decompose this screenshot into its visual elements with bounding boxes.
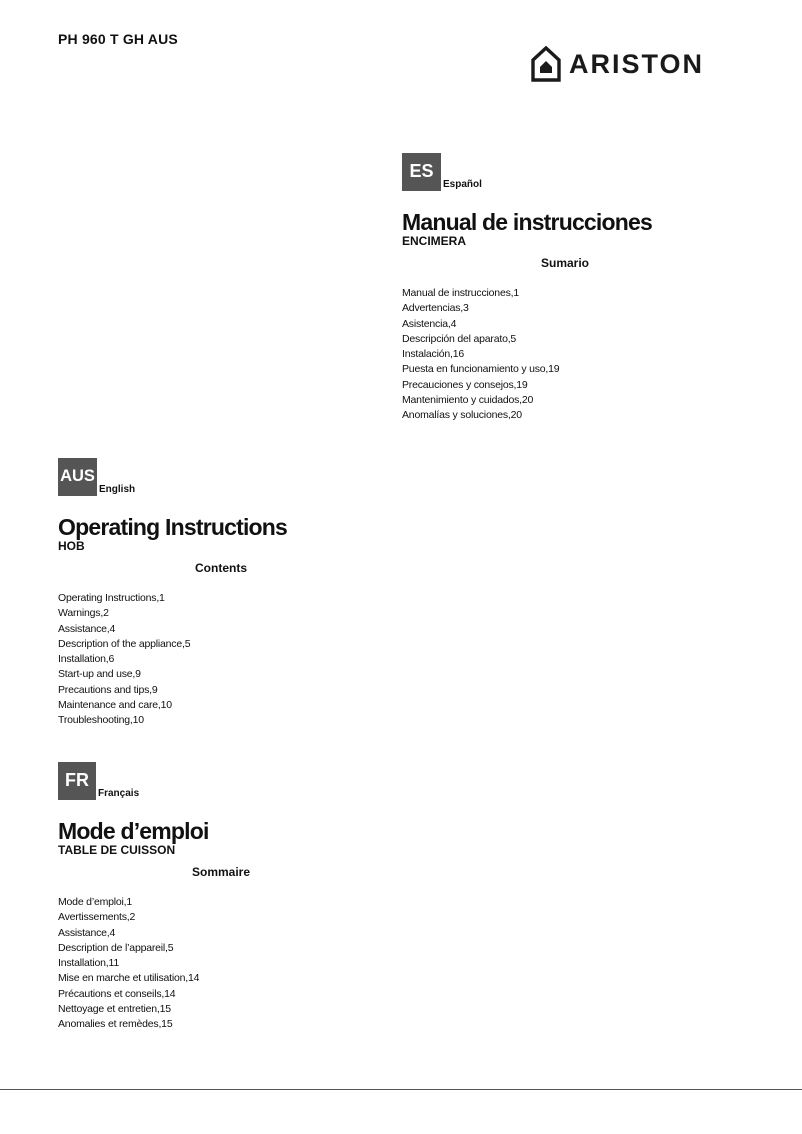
list-item: Precauciones y consejos,19 [402, 378, 528, 391]
section-aus [58, 458, 358, 729]
language-label: Español [443, 179, 482, 190]
list-item: Manual de instrucciones,1 [402, 287, 519, 299]
section-es [402, 153, 702, 424]
manual-title: Operating Instructions [58, 514, 288, 540]
list-item: Anomalías y soluciones,20 [402, 409, 522, 422]
list-item: Précautions et conseils,14 [58, 987, 176, 1000]
list-item: Start-up and use,9 [58, 668, 141, 681]
house-logo-icon [531, 46, 561, 82]
section-fr [58, 762, 358, 1033]
manual-title: Mode d’emploi [58, 818, 209, 844]
language-badge: FR [58, 762, 96, 800]
product-subtitle: ENCIMERA [402, 234, 467, 248]
contents-heading: Contents [195, 561, 247, 575]
list-item: Avertissements,2 [58, 911, 136, 924]
language-badge: ES [402, 153, 441, 191]
list-item: Mantenimiento y cuidados,20 [402, 394, 534, 407]
list-item: Description of the appliance,5 [58, 637, 191, 650]
list-item: Instalación,16 [402, 348, 464, 361]
list-item: Puesta en funcionamiento y uso,19 [402, 363, 560, 376]
list-item: Precautions and tips,9 [58, 683, 158, 696]
footer-divider [0, 1089, 802, 1090]
contents-list [402, 286, 702, 424]
list-item: Description de l’appareil,5 [58, 941, 174, 954]
list-item: Operating Instructions,1 [58, 592, 165, 604]
list-item: Assistance,4 [58, 926, 116, 939]
list-item: Assistance,4 [58, 622, 116, 635]
list-item: Advertencias,3 [402, 302, 469, 315]
list-item: Descripción del aparato,5 [402, 332, 517, 345]
list-item: Mise en marche et utilisation,14 [58, 972, 200, 985]
contents-heading: Sumario [541, 256, 590, 270]
contents-heading: Sommaire [192, 865, 251, 879]
manual-title: Manual de instrucciones [402, 209, 652, 235]
list-item: Anomalies et remèdes,15 [58, 1018, 173, 1031]
list-item: Mode d’emploi,1 [58, 896, 133, 908]
language-badge: AUS [58, 458, 97, 496]
contents-list [58, 591, 358, 729]
list-item: Troubleshooting,10 [58, 714, 144, 727]
contents-list [58, 895, 358, 1033]
product-subtitle: HOB [58, 539, 85, 553]
language-label: English [99, 484, 136, 495]
language-label: Français [98, 788, 140, 799]
list-item: Warnings,2 [58, 607, 109, 620]
model-number: PH 960 T GH AUS [58, 31, 178, 47]
product-subtitle: TABLE DE CUISSON [58, 843, 176, 857]
list-item: Installation,11 [58, 957, 120, 970]
list-item: Installation,6 [58, 653, 115, 666]
list-item: Asistencia,4 [402, 317, 457, 330]
brand-logo [531, 45, 704, 83]
list-item: Maintenance and care,10 [58, 699, 172, 712]
brand-name: ARISTON [569, 49, 705, 79]
list-item: Nettoyage et entretien,15 [58, 1003, 171, 1016]
